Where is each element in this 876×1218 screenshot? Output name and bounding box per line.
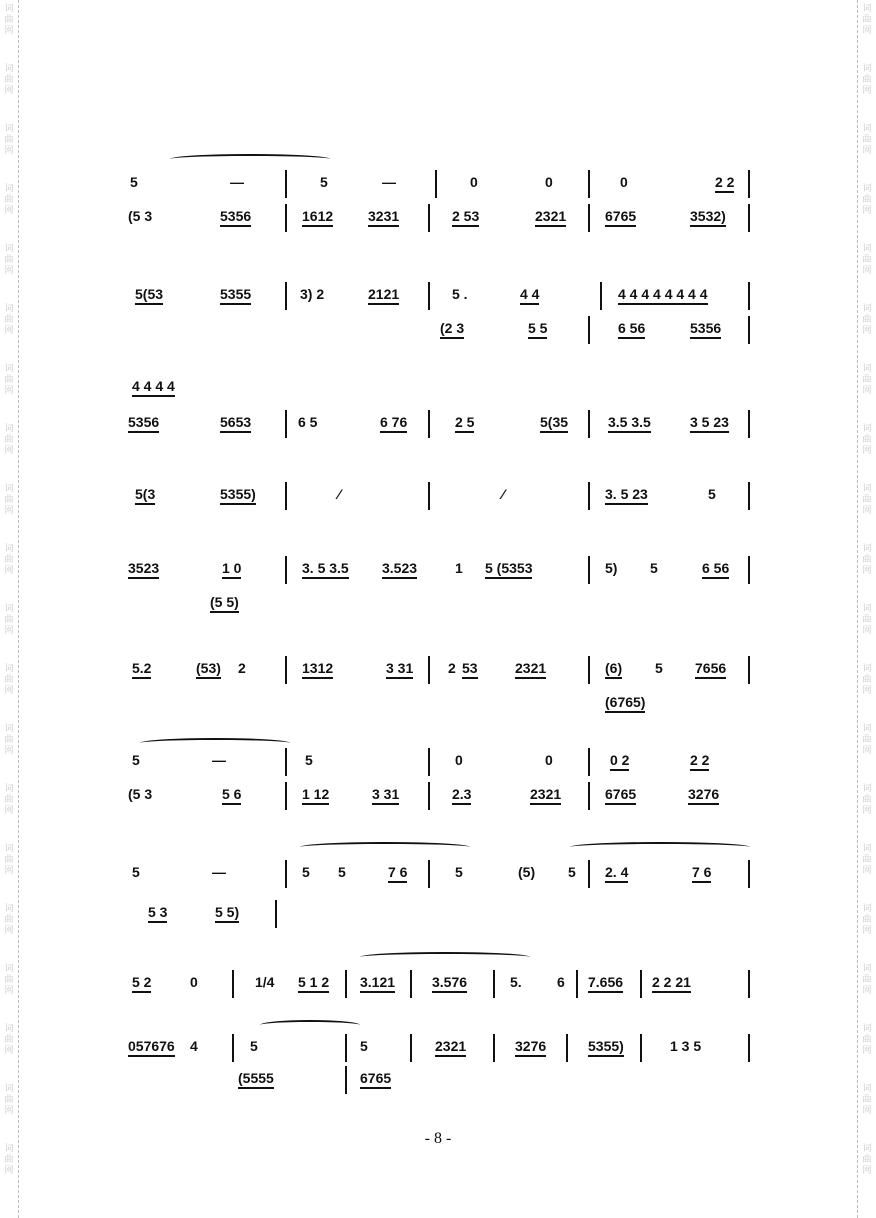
note: 4 4 4 4 4 4 4 4 — [618, 286, 708, 305]
watermark-text: 词 曲 网 — [862, 484, 872, 516]
note: ⁄ — [338, 486, 341, 502]
note: 3523 — [128, 560, 159, 579]
watermark-text: 词 曲 网 — [4, 1084, 14, 1116]
note: 7.656 — [588, 974, 623, 993]
note: 5.2 — [132, 660, 151, 679]
watermark-text: 词 曲 网 — [862, 724, 872, 756]
note: 1 — [455, 560, 463, 576]
note: 2 5 — [455, 414, 474, 433]
watermark-text: 词 曲 网 — [4, 364, 14, 396]
note: 2321 — [515, 660, 546, 679]
watermark-text: 词 曲 网 — [4, 304, 14, 336]
note: 5 — [250, 1038, 258, 1054]
watermark-text: 词 曲 网 — [862, 844, 872, 876]
note: 2 — [448, 660, 456, 676]
note: 5 — [455, 864, 463, 880]
note: — — [212, 864, 226, 880]
note: 5 5 — [528, 320, 547, 339]
watermark-text: 词 曲 网 — [862, 304, 872, 336]
note: 0 — [620, 174, 628, 190]
note: 5) — [605, 560, 618, 576]
watermark-text: 词 曲 网 — [4, 604, 14, 636]
note: (53) — [196, 660, 221, 679]
note: 5355) — [220, 486, 256, 505]
note: (5 3 — [128, 786, 153, 802]
note: 2321 — [530, 786, 561, 805]
watermark-text: 词 曲 网 — [4, 784, 14, 816]
note: 5(35 — [540, 414, 568, 433]
note: 5 (5353 — [485, 560, 532, 579]
note: 0 2 — [610, 752, 629, 771]
note: 5(3 — [135, 486, 155, 505]
note: (5 3 — [128, 208, 153, 224]
note: 3276 — [688, 786, 719, 805]
note: 5 — [568, 864, 576, 880]
watermark-text: 词 曲 网 — [4, 964, 14, 996]
note: 3 5 23 — [690, 414, 729, 433]
note: 5 — [650, 560, 658, 576]
watermark-text: 词 曲 网 — [4, 184, 14, 216]
note: 5. — [510, 974, 522, 990]
note: 5 — [305, 752, 313, 768]
note: 0 — [190, 974, 198, 990]
note: 2 2 21 — [652, 974, 691, 993]
watermark-text: 词 曲 网 — [4, 544, 14, 576]
note: 5 — [302, 864, 310, 880]
note: 0 — [545, 752, 553, 768]
note: 0 — [545, 174, 553, 190]
watermark-text: 词 曲 网 — [862, 244, 872, 276]
note: 5 — [132, 864, 140, 880]
watermark-text: 词 曲 网 — [4, 484, 14, 516]
note: 4 4 — [520, 286, 539, 305]
watermark-text: 词 曲 网 — [862, 604, 872, 636]
page-number: - 8 - — [424, 1130, 452, 1147]
note: 3.121 — [360, 974, 395, 993]
note: 5 1 2 — [298, 974, 329, 993]
note: 1 0 — [222, 560, 241, 579]
watermark-text: 词 曲 网 — [4, 1024, 14, 1056]
watermark-text: 词 曲 网 — [862, 1084, 872, 1116]
watermark-text: 词 曲 网 — [862, 544, 872, 576]
watermark-text: 词 曲 网 — [4, 124, 14, 156]
watermark-text: 词 曲 网 — [4, 664, 14, 696]
watermark-text: 词 曲 网 — [862, 784, 872, 816]
note: 1 12 — [302, 786, 329, 805]
note: 6765 — [360, 1070, 391, 1089]
note: 1/4 — [255, 974, 275, 990]
watermark-text: 词 曲 网 — [4, 724, 14, 756]
note: 3.5 3.5 — [608, 414, 651, 433]
watermark-text: 词 曲 网 — [862, 64, 872, 96]
note: (6) — [605, 660, 622, 679]
note: 6765 — [605, 786, 636, 805]
note: 5 5) — [215, 904, 239, 923]
note: 3.576 — [432, 974, 467, 993]
note: 5 3 — [148, 904, 167, 923]
note: 2 2 — [690, 752, 709, 771]
note: 6 5 — [298, 414, 318, 430]
note: — — [230, 174, 244, 190]
note: 2121 — [368, 286, 399, 305]
note: 1 3 5 — [670, 1038, 702, 1054]
note: (2 3 — [440, 320, 464, 339]
watermark-text: 词 曲 网 — [4, 424, 14, 456]
watermark-text: 词 曲 网 — [4, 1144, 14, 1176]
note: (6765) — [605, 694, 645, 713]
note: 5 — [320, 174, 328, 190]
note: (5 5) — [210, 594, 239, 613]
note: 6 76 — [380, 414, 407, 433]
note: 0 — [455, 752, 463, 768]
note: 6 56 — [618, 320, 645, 339]
note: 4 — [190, 1038, 198, 1054]
watermark-text: 词 曲 网 — [4, 904, 14, 936]
note: 4 4 4 4 — [132, 378, 175, 397]
note: 5356 — [690, 320, 721, 339]
note: 5 . — [452, 286, 468, 302]
note: 1312 — [302, 660, 333, 679]
note: 5356 — [220, 208, 251, 227]
note: 3 31 — [386, 660, 413, 679]
note: 6 56 — [702, 560, 729, 579]
note: 5355) — [588, 1038, 624, 1057]
note: 5 2 — [132, 974, 151, 993]
note: 5 — [130, 174, 138, 190]
note: 7 6 — [692, 864, 711, 883]
watermark-text: 词 曲 网 — [862, 964, 872, 996]
note: 2 2 — [715, 174, 734, 193]
note: 057676 — [128, 1038, 175, 1057]
watermark-text: 词 曲 网 — [862, 1144, 872, 1176]
note: 2. 4 — [605, 864, 628, 883]
watermark-text: 词 曲 网 — [862, 124, 872, 156]
note: 5653 — [220, 414, 251, 433]
note: 3. 5 3.5 — [302, 560, 349, 579]
watermark-text: 词 曲 网 — [4, 844, 14, 876]
note: 2 — [238, 660, 246, 676]
note: 5 — [132, 752, 140, 768]
watermark-text: 词 曲 网 — [4, 244, 14, 276]
watermark-text: 词 曲 网 — [862, 184, 872, 216]
watermark-text: 词 曲 网 — [862, 4, 872, 36]
watermark-text: 词 曲 网 — [862, 904, 872, 936]
note: — — [212, 752, 226, 768]
note: 5355 — [220, 286, 251, 305]
note: 3 31 — [372, 786, 399, 805]
note: 0 — [470, 174, 478, 190]
note: 3. 5 23 — [605, 486, 648, 505]
note: 3532) — [690, 208, 726, 227]
note: 5 — [655, 660, 663, 676]
note: 5 — [338, 864, 346, 880]
watermark-text: 词 曲 网 — [862, 664, 872, 696]
watermark-text: 词 曲 网 — [862, 424, 872, 456]
note: 5 — [360, 1038, 368, 1054]
note: 2321 — [535, 208, 566, 227]
watermark-text: 词 曲 网 — [4, 64, 14, 96]
note: 3) 2 — [300, 286, 325, 302]
note: 3.523 — [382, 560, 417, 579]
note: 5 6 — [222, 786, 241, 805]
note: (5) — [518, 864, 536, 880]
watermark-text: 词 曲 网 — [862, 1024, 872, 1056]
watermark-text: 词 曲 网 — [862, 364, 872, 396]
note: 53 — [462, 660, 478, 679]
note: 6765 — [605, 208, 636, 227]
note: ⁄ — [502, 486, 505, 502]
watermark-text: 词 曲 网 — [4, 4, 14, 36]
note: 7656 — [695, 660, 726, 679]
note: 3231 — [368, 208, 399, 227]
note: 7 6 — [388, 864, 407, 883]
note: 2.3 — [452, 786, 471, 805]
note: 5356 — [128, 414, 159, 433]
note: 5 — [708, 486, 716, 502]
note: 5(53 — [135, 286, 163, 305]
note: 2321 — [435, 1038, 466, 1057]
note: 3276 — [515, 1038, 546, 1057]
note: 6 — [557, 974, 565, 990]
note: 2 53 — [452, 208, 479, 227]
note: — — [382, 174, 396, 190]
note: (5555 — [238, 1070, 274, 1089]
note: 1612 — [302, 208, 333, 227]
